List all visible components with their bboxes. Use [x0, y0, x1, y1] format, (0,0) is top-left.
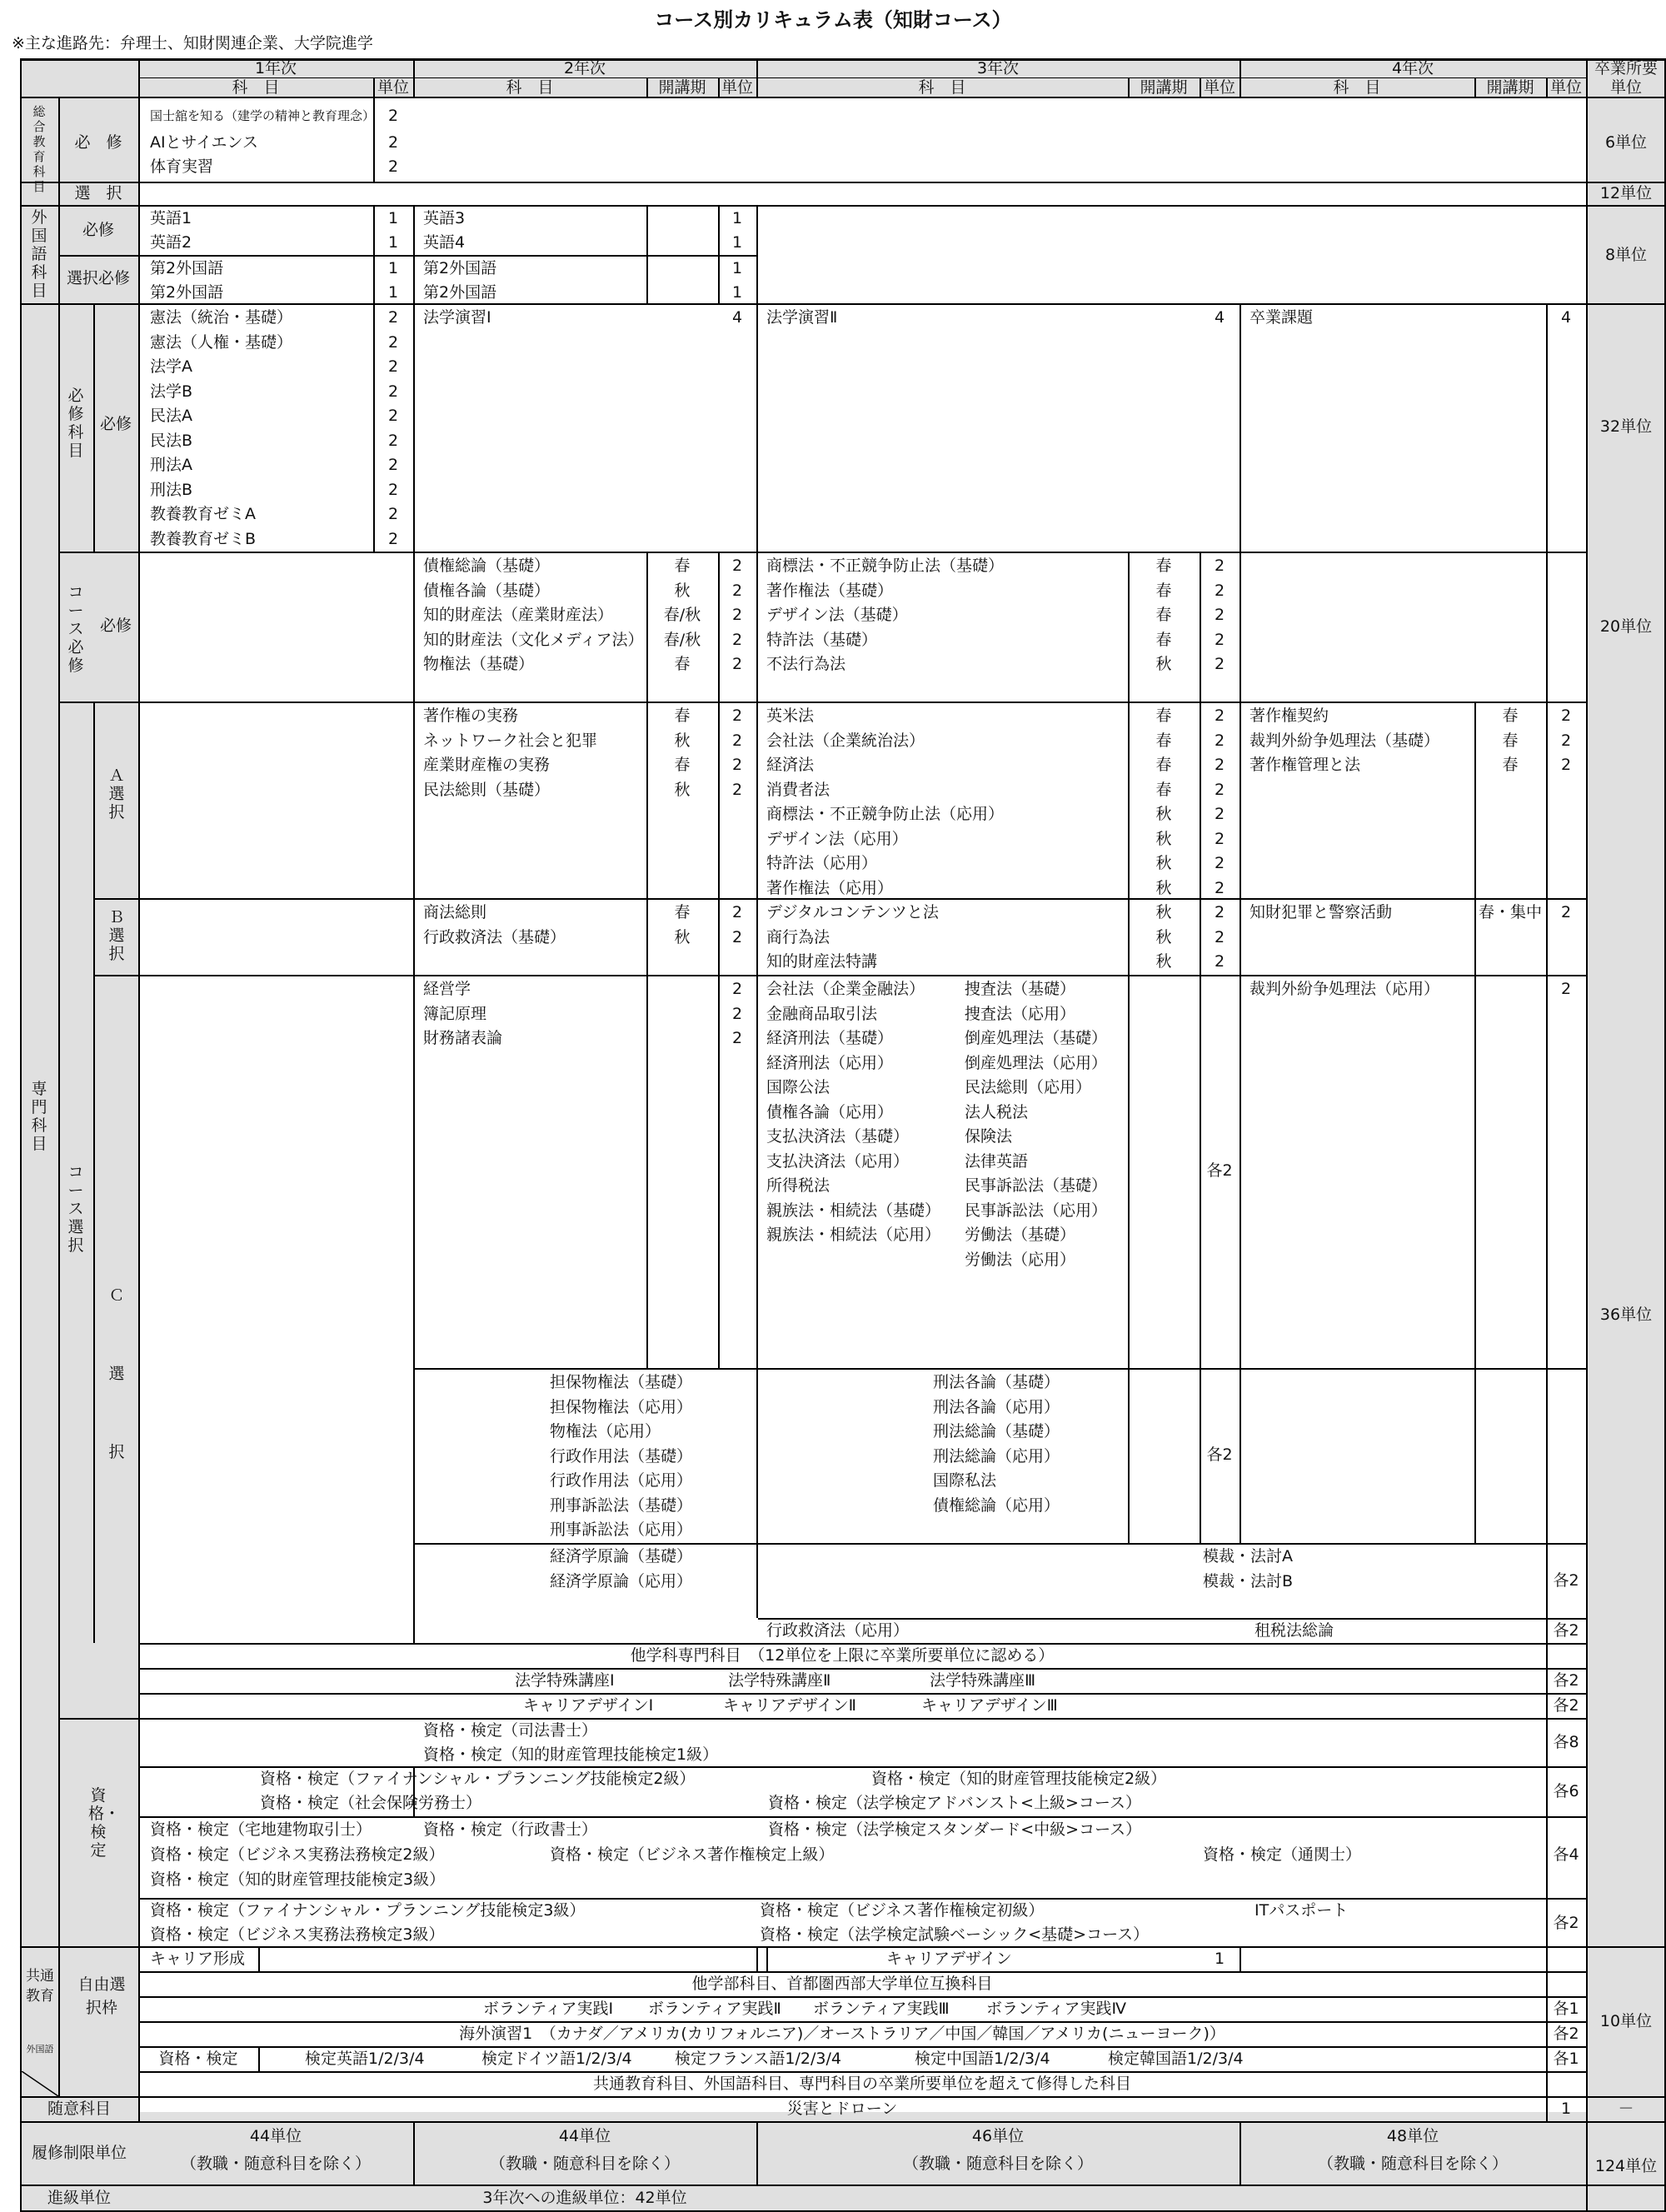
c-selection-y2-list: 経営学 簿記原理 財務諸表論	[423, 980, 503, 1047]
major-required-y1-list: 憲法（統治・基礎） 憲法（人権・基礎） 法学A 法学B 民法A 民法B 刑法A 刑法B 教養教育ゼミA 教養教育ゼミB	[150, 308, 293, 548]
header-unit-y1: 単位	[377, 78, 409, 97]
general-subject: 国士舘を知る（建学の精神と教育理念）	[150, 108, 376, 123]
c-selection-y3-list-a: 会社法（企業金融法） 金融商品取引法 経済刑法（基礎） 経済刑法（応用） 国際公法 債権各論（応用） 支払決済法（基礎） 支払決済法（応用） 所得税法 親族法・相続法（基礎） 親族法・相続法（応用）	[766, 980, 941, 1244]
foreign-unit: 1	[731, 209, 743, 227]
course-selection-grad: 36単位	[1599, 1306, 1653, 1324]
grad-column-shade	[1586, 97, 1666, 2163]
license-item: 資格・検定（法学検定試験ベーシック<基礎>コース）	[760, 1925, 1150, 1944]
major-required-y2-unit: 4	[731, 308, 743, 327]
foreign-unit: 1	[387, 209, 399, 227]
course-required-y2-list: 債権総論（基礎） 債権各論（基礎） 知的財産法（産業財産法） 知的財産法（文化メディア法） 物権法（基礎）	[423, 557, 644, 673]
course-required-y3-list: 商標法・不正競争防止法（基礎） 著作権法（基礎） デザイン法（基礎） 特許法（基礎） 不法行為法	[766, 557, 1005, 673]
promotion-credits: 3年次への進級単位：42単位	[482, 2189, 687, 2207]
major-required-y4: 卒業課題	[1250, 308, 1314, 327]
career-design-1: キャリアデザインⅠ	[523, 1696, 654, 1715]
overseas-seminar: 海外演習1 （カナダ／アメリカ(カリフォルニア)／オーストラリア／中国／韓国／アメリカ(ニューヨーク)）	[459, 2025, 1225, 2043]
category-common: 共通教育	[26, 1968, 54, 2005]
a-selection-y3-list: 英米法 会社法（企業統治法） 経済法 消費者法 商標法・不正競争防止法（応用） デザイン法（応用） 特許法（応用） 著作権法（応用）	[766, 707, 1005, 897]
c-selection-y2-units: 2 2 2	[731, 980, 743, 1047]
foreign-unit: 1	[387, 233, 399, 252]
career-design-unit: 1	[1214, 1950, 1225, 1968]
optional-subject-label: 随意科目	[47, 2100, 111, 2118]
header-unit-y4: 単位	[1549, 78, 1582, 97]
c-selection-moot-list: 模裁・法討A 模裁・法討B	[1203, 1547, 1294, 1590]
a-selection-y2-list: 著作権の実務 ネットワーク社会と犯罪 産業財産権の実務 民法総則（基礎）	[423, 707, 598, 799]
career-formation: キャリア形成	[150, 1950, 246, 1968]
license-units: 各8	[1553, 1733, 1579, 1751]
foreign-subject: 英語4	[423, 233, 466, 252]
special-lecture-units: 各2	[1553, 1671, 1579, 1690]
course-required-sublabel: 必修	[99, 617, 132, 635]
volunteer-1: ボランティア実践Ⅰ	[483, 2000, 614, 2018]
credit-limit-y4: 48単位	[1386, 2127, 1439, 2145]
exam-french: 検定フランス語1/2/3/4	[675, 2050, 841, 2068]
license-item: 資格・検定（知的財産管理技能検定1級）	[423, 1745, 719, 1764]
general-unit: 2	[387, 107, 399, 125]
foreign-unit: 1	[731, 233, 743, 252]
license-units: 各6	[1553, 1782, 1579, 1800]
credit-limit-y2: 44単位	[558, 2127, 611, 2145]
course-required-y3-units: 2 2 2 2 2	[1214, 557, 1225, 673]
b-selection-y3-units: 2 2 2	[1214, 903, 1225, 971]
header-year1: 1年次	[254, 59, 297, 77]
c-selection-admin-units: 各2	[1553, 1621, 1579, 1640]
a-selection-y2-units: 2 2 2 2	[731, 707, 743, 799]
c-selection-y4: 裁判外紛争処理法（応用）	[1250, 980, 1440, 998]
course-selection-label: コース選択	[67, 1163, 84, 1255]
a-selection-y3-units: 2 2 2 2 2 2 2 2	[1214, 707, 1225, 897]
career-design: キャリアデザイン	[886, 1950, 1012, 1968]
special-lecture-3: 法学特殊講座Ⅲ	[930, 1671, 1036, 1690]
total-grad-units: 124単位	[1594, 2157, 1658, 2175]
header-subject-y3: 科 目	[918, 78, 966, 97]
credit-limit-note: （教職・随意科目を除く）	[489, 2155, 680, 2173]
credit-limit-note: （教職・随意科目を除く）	[902, 2155, 1093, 2173]
license-item: ITパスポート	[1254, 1901, 1349, 1920]
major-required-grad: 32単位	[1599, 417, 1653, 436]
license-item: 資格・検定（司法書士）	[423, 1721, 598, 1740]
special-lecture-2: 法学特殊講座Ⅱ	[728, 1671, 831, 1690]
license-units: 各2	[1553, 1914, 1579, 1932]
a-selection-y4-list: 著作権契約 裁判外紛争処理法（基礎） 著作権管理と法	[1250, 707, 1440, 774]
free-elective-label: 自由選択枠	[77, 1975, 126, 2017]
general-subject: 体育実習	[150, 157, 214, 176]
volunteer-3: ボランティア実践Ⅲ	[813, 2000, 950, 2018]
license-item: 資格・検定（宅地建物取引士）	[150, 1820, 372, 1839]
volunteer-2: ボランティア実践Ⅱ	[648, 2000, 781, 2018]
foreign-subject: 英語3	[423, 209, 466, 227]
course-required-y2-terms: 春 秋 春/秋 春/秋 春	[663, 557, 701, 673]
b-selection-y2-list: 商法総則 行政救済法（基礎）	[423, 903, 566, 946]
optional-subject-grad: －	[1618, 2100, 1634, 2118]
header-unit-y3: 単位	[1203, 78, 1235, 97]
c-selection-econ-list: 経済学原論（基礎） 経済学原論（応用）	[550, 1547, 693, 1590]
major-required-label: 必修科目	[67, 387, 84, 460]
header-subject-y4: 科 目	[1333, 78, 1381, 97]
header-grad-1: 卒業所要	[1594, 59, 1658, 77]
general-unit: 2	[387, 133, 399, 152]
c-selection-econ-units: 各2	[1553, 1571, 1579, 1590]
category-major: 専門科目	[31, 1080, 47, 1153]
license-item: 資格・検定（ビジネス著作権検定上級）	[550, 1845, 835, 1864]
promotion-label: 進級単位	[47, 2189, 111, 2207]
category-general: 総合教育科目	[32, 104, 46, 194]
b-selection-y4: 知財犯罪と警察活動	[1250, 903, 1393, 921]
header-term-y3: 開講期	[1140, 78, 1188, 97]
credit-limit-label: 履修制限単位	[31, 2144, 127, 2162]
career-design-2: キャリアデザインⅡ	[723, 1696, 857, 1715]
credit-limit-y3: 46単位	[971, 2127, 1025, 2145]
header-year2: 2年次	[563, 59, 606, 77]
header-year4: 4年次	[1391, 59, 1434, 77]
license-item: 資格・検定（法学検定アドバンスト<上級>コース）	[768, 1794, 1141, 1812]
b-selection-label: Ｂ選択	[108, 908, 125, 963]
c-selection-admin-remedy: 行政救済法（応用）	[766, 1621, 910, 1640]
volunteer-units: 各1	[1553, 2000, 1579, 2018]
foreign-grad-units: 8単位	[1604, 246, 1648, 264]
c-selection-label: Ｃ選択	[108, 1286, 125, 1461]
general-elective-label: 選 択	[74, 184, 122, 202]
foreign-subject: 第2外国語	[423, 283, 497, 302]
credit-limit-note: （教職・随意科目を除く）	[180, 2155, 371, 2173]
foreign-unit: 1	[731, 259, 743, 277]
optional-subject: 災害とドローン	[786, 2100, 898, 2118]
b-selection-y3-list: デジタルコンテンツと法 商行為法 知的財産法特講	[766, 903, 939, 971]
free-elective-grad: 10単位	[1599, 2012, 1653, 2030]
foreign-required-label: 必修	[82, 221, 114, 239]
foreign-subject: 第2外国語	[150, 283, 224, 302]
header-subject-y2: 科 目	[506, 78, 554, 97]
license-item: 資格・検定（知的財産管理技能検定3級）	[150, 1870, 446, 1889]
foreign-subject: 英語1	[150, 209, 192, 227]
a-selection-label: Ａ選択	[108, 766, 125, 821]
foreign-unit: 1	[387, 283, 399, 302]
major-required-y4-unit: 4	[1560, 308, 1572, 327]
general-grad-units: 6単位	[1604, 133, 1648, 152]
c-selection-mid-list-a: 担保物権法（基礎） 担保物権法（応用） 物権法（応用） 行政作用法（基礎） 行政作用法（応用） 刑事訴訟法（基礎） 刑事訴訟法（応用）	[550, 1373, 693, 1539]
overseas-units: 各2	[1553, 2025, 1579, 2043]
header-grad-2: 単位	[1609, 78, 1642, 97]
a-selection-y4-terms: 春 春 春	[1502, 707, 1519, 774]
career-note: ※主な進路先：弁理士、知財関連企業、大学院進学	[12, 34, 373, 52]
other-dept-subjects: 他学科専門科目 （12単位を上限に卒業所要単位に認める）	[630, 1646, 1055, 1665]
foreign-subject: 第2外国語	[423, 259, 497, 277]
optional-subject-unit: 1	[1560, 2100, 1572, 2118]
license-item: 資格・検定（ビジネス著作権検定初級）	[760, 1901, 1045, 1920]
header-term-y4: 開講期	[1486, 78, 1534, 97]
course-required-y2-units: 2 2 2 2 2	[731, 557, 743, 673]
c-selection-y3-units: 各2	[1206, 1161, 1233, 1180]
credit-limit-y1: 44単位	[249, 2127, 302, 2145]
license-item: 資格・検定（ファイナンシャル・プランニング技能検定3級）	[150, 1901, 586, 1920]
license-item: 資格・検定（ファイナンシャル・プランニング技能検定2級）	[260, 1770, 696, 1788]
license-item: 資格・検定（ビジネス実務法務検定2級）	[150, 1845, 445, 1864]
course-required-label: コース必修	[67, 583, 84, 675]
c-selection-mid-list-b: 刑法各論（基礎） 刑法各論（応用） 刑法総論（基礎） 刑法総論（応用） 国際私法 債権総論（応用）	[933, 1373, 1060, 1515]
special-lecture-1: 法学特殊講座Ⅰ	[515, 1671, 615, 1690]
career-design-units: 各2	[1553, 1696, 1579, 1715]
general-subject: AIとサイエンス	[150, 133, 258, 152]
page-title: コース別カリキュラム表（知財コース）	[654, 8, 1012, 32]
header-unit-y2: 単位	[721, 78, 753, 97]
a-selection-y3-terms: 春 春 春 春 秋 秋 秋 秋	[1155, 707, 1172, 897]
header-term-y2: 開講期	[658, 78, 706, 97]
category-foreign: 外国語科目	[31, 208, 47, 300]
b-selection-y4-unit: 2	[1560, 903, 1572, 921]
major-required-y2: 法学演習Ⅰ	[423, 308, 491, 327]
course-required-grad: 20単位	[1599, 617, 1653, 636]
career-design-3: キャリアデザインⅢ	[921, 1696, 1058, 1715]
exchange-subjects: 他学部科目、首都圏西部大学単位互換科目	[691, 1975, 993, 1993]
exam-chinese: 検定中国語1/2/3/4	[915, 2050, 1050, 2068]
header-year3: 3年次	[976, 59, 1020, 77]
foreign-unit: 1	[387, 259, 399, 277]
license-item: 資格・検定（社会保険労務士）	[260, 1794, 482, 1812]
c-selection-y4-unit: 2	[1560, 980, 1572, 998]
license-item: 資格・検定（ビジネス実務法務検定3級）	[150, 1925, 445, 1944]
major-required-sublabel: 必修	[99, 415, 132, 433]
major-required-y1-units: 2 2 2 2 2 2 2 2 2 2	[387, 308, 399, 548]
general-elective-grad: 12単位	[1599, 184, 1653, 202]
category-foreign-small: 外国語	[26, 2044, 54, 2055]
license-label: 資格・検定	[88, 1786, 121, 1860]
major-required-y3-unit: 4	[1214, 308, 1225, 327]
license-units: 各4	[1553, 1845, 1579, 1864]
license-item: 資格・検定（法学検定スタンダード<中級>コース）	[768, 1820, 1142, 1839]
a-selection-y2-terms: 春 秋 春 秋	[674, 707, 691, 799]
exam-english: 検定英語1/2/3/4	[305, 2050, 425, 2068]
c-selection-y3-list-b: 捜査法（基礎） 捜査法（応用） 倒産処理法（基礎） 倒産処理法（応用） 民法総則（応用） 法人税法 保険法 法律英語 民事訴訟法（基礎） 民事訴訟法（応用） 労働法（基礎） 労働法（応用）	[965, 980, 1108, 1269]
foreign-unit: 1	[731, 283, 743, 302]
foreign-subject: 英語2	[150, 233, 192, 252]
foreign-subject: 第2外国語	[150, 259, 224, 277]
c-selection-tax-law: 租税法総論	[1254, 1621, 1334, 1640]
header-subject-y1: 科 目	[232, 78, 280, 97]
b-selection-y2-units: 2 2	[731, 903, 743, 946]
volunteer-4: ボランティア実践Ⅳ	[986, 2000, 1127, 2018]
credit-limit-note: （教職・随意科目を除く）	[1317, 2155, 1508, 2173]
c-selection-mid-units: 各2	[1206, 1446, 1233, 1464]
exam-german: 検定ドイツ語1/2/3/4	[481, 2050, 632, 2068]
major-required-y3: 法学演習Ⅱ	[766, 308, 838, 327]
b-selection-y3-terms: 秋 秋 秋	[1155, 903, 1172, 971]
course-required-y3-terms: 春 春 春 春 秋	[1155, 557, 1172, 673]
license-item: 資格・検定（通関士）	[1203, 1845, 1362, 1864]
a-selection-y4-units: 2 2 2	[1560, 707, 1572, 774]
general-required-label: 必 修	[74, 133, 122, 152]
general-unit: 2	[387, 157, 399, 176]
b-selection-y2-terms: 春 秋	[674, 903, 691, 946]
exam-units: 各1	[1553, 2050, 1579, 2068]
diagonal-line	[22, 2071, 58, 2096]
foreign-selreq-label: 選択必修	[66, 269, 130, 287]
excess-credits-note: 共通教育科目、外国語科目、専門科目の卒業所要単位を超えて修得した科目	[592, 2075, 1131, 2093]
b-selection-y4-term: 春・集中	[1478, 903, 1542, 921]
license-item: 資格・検定（行政書士）	[423, 1820, 598, 1839]
exam-korean: 検定韓国語1/2/3/4	[1108, 2050, 1244, 2068]
exam-label: 資格・検定	[158, 2050, 238, 2068]
license-item: 資格・検定（知的財産管理技能検定2級）	[871, 1770, 1167, 1788]
